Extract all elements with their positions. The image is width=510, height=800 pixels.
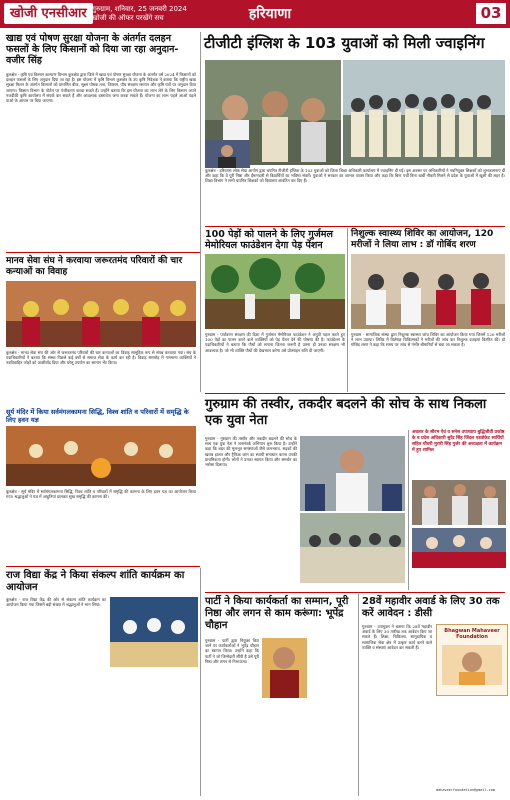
dateline-text: गुरुग्राम, शनिवार, 25 जनवरी 2024: [92, 5, 187, 13]
masthead: [0, 0, 510, 28]
body-a1: कुरुक्षेत्र - कृषि एवं किसान कल्याण विभाग कुरुक्षेत्र द्वारा जिले में खाद्य एवं पोषण सुरक्षा योजना के अंतर्गत वर्ष 2024 में किसानों को दलहन फसलों के लिए अनुदान दिया जा रहा है। इस योजना में कृषि विभाग कुरुक्षेत्र के उप कृषि निदेशक ने बताया कि राष्ट्रीय खाद्य सुरक्षा मिशन के अंतर्गत किसानों को प्रमाणित बीज, सूक्ष्म पोषक तत्व, जिप्सम, पौध संरक्षण रसायन और कृषि यंत्रों पर अनुदान दिया जाएगा। किसान विभाग के पोर्टल पर पंजीकरण करवा सकते हैं। उन्होंने बताया कि इस योजना का लाभ लेने के लिए किसान अपने नजदीकी कृषि कार्यालय में संपर्क कर सकते हैं और आवश्यक दस्तावेज जमा करवा सकते हैं। योजना का लाभ पहले आओ पहले पाओ के आधार पर दिया जाएगा।: [6, 72, 196, 104]
photo-bhupendra: [262, 638, 307, 698]
photo-wedding: [6, 281, 196, 347]
body-a7: गुरुग्राम - गुरुग्राम की तस्वीर और तकदीर बदलने की सोच के साथ एक युवा नेता ने जनसंपर्क अभियान शुरू किया है। उन्होंने कहा कि शहर की मूलभूत समस्याओं जैसे जलभराव, सड़कों की खराब हालत और ट्रैफिक जाम का स्थायी समाधान करना उनकी प्राथमिकता होगी। लोगों ने उनका स्वागत किया और समर्थन का भरोसा दिलाया।: [205, 436, 297, 468]
photo-event: [412, 528, 506, 568]
photo-leader-crowd: [300, 513, 405, 583]
headline-a3: 100 पेड़ों को पालने के लिए गुर्जमल मेमोरियल फाउंडेशन देगा पेड़ पेंशन: [205, 229, 333, 251]
body-a9-cont: [110, 670, 198, 795]
body-a11: गुरुग्राम - उपायुक्त ने बताया कि 28वें महावीर अवार्ड के लिए 30 तारीख तक आवेदन किए जा सकते हैं। शिक्षा, चिकित्सा, सामुदायिक व सामाजिक सेवा क्षेत्र में उत्कृष्ट कार्य करने वाले व्यक्ति व संस्थाएं आवेदन कर सकती हैं।: [362, 624, 432, 650]
headline-a2: टीजीटी इंग्लिश के 103 युवाओं को मिली ज्वाइनिंग: [204, 34, 485, 52]
dateline: [92, 5, 187, 23]
body-a6: कुरुक्षेत्र - सूर्य मंदिर में सर्वमंगलकामना सिद्धि, विश्व शांति व परिवारों में समृद्धि की कामना के लिए हवन यज्ञ का आयोजन किया गया। श्रद्धालुओं ने यज्ञ में आहुतियां डालकर सुख समृद्धि की कामना की।: [6, 489, 196, 500]
body-a10: गुरुग्राम - पार्टी द्वारा नियुक्त किए जाने पर कार्यकर्ताओं ने भूपेंद्र चौहान का स्वागत किया। उन्होंने कहा कि पार्टी ने जो जिम्मेदारी सौंपी है उसे पूरी निष्ठा और लगन से निभाऊंगा।: [205, 638, 259, 664]
page-number: 03: [476, 3, 506, 24]
ad-mahaveer-foundation: [436, 624, 508, 696]
photo-group-tgt: [343, 60, 505, 165]
photo-young-leader: [300, 436, 405, 511]
body-a3: गुरुग्राम - पर्यावरण संरक्षण की दिशा में गुर्जमल मेमोरियल फाउंडेशन ने अनूठी पहल करते हुए 100 पेड़ों का पालन करने वाले व्यक्तियों को पेड़ पेंशन देने की घोषणा की है। फाउंडेशन के पदाधिकारियों ने बताया कि पौधों को लगाना जितना जरूरी है उतना ही उनका संरक्षण भी आवश्यक है। जो भी व्यक्ति पौधों की देखभाल करेगा उसे प्रोत्साहन राशि दी जाएगी।: [205, 332, 345, 353]
body-a5: कुरुक्षेत्र - मानव सेवा संघ की ओर से जरूरतमंद परिवारों की चार कन्याओं का विवाह सामूहिक रूप से संपन्न करवाया गया। संघ के पदाधिकारियों ने बताया कि संस्था पिछले कई वर्षों से समाज सेवा के कार्य कर रही है। विवाह समारोह में गणमान्य व्यक्तियों ने नवविवाहित जोड़ों को आशीर्वाद दिया और घरेलू उपयोग का सामान भेंट किया।: [6, 350, 196, 366]
headline-a8: अवतार के सौरभ ऐवं व सनेस उपाध्याय बुद्धिजीवी प्रकोष्ठ के व प्रदेश अधिकारी सुरेंद्र सिंह जिंदल एडवोकेट सार्थियों सहित चौधरी मुरारी सिंह गुर्जर की अध्यक्षता में कार्यक्रम में हुए शामिल: [412, 430, 505, 453]
body-a2: कुरुक्षेत्र - हरियाणा लोक सेवा आयोग द्वारा चयनित टीजीटी इंग्लिश के 103 युवाओं को जिला शिक्षा अधिकारी कार्यालय में ज्वाइनिंग दी गई। इस अवसर पर अधिकारियों ने नवनियुक्त शिक्षकों को शुभकामनाएं दीं और कहा कि वे पूरी निष्ठा और ईमानदारी से विद्यार्थियों का भविष्य संवारें। युवाओं ने सरकार का आभार व्यक्त किया और कहा कि बिना पर्ची बिना खर्ची नौकरी मिलने से प्रदेश के युवाओं में खुशी की लहर है। शिक्षा विभाग ने सभी चयनित शिक्षकों को विद्यालय आवंटित कर दिए हैं।: [205, 168, 505, 184]
body-a4: गुरुग्राम - सामाजिक संस्था द्वारा निशुल्क स्वास्थ्य जांच शिविर का आयोजन किया गया जिसमें 120 मरीजों ने लाभ उठाया। शिविर में विशेषज्ञ चिकित्सकों ने मरीजों की जांच कर निशुल्क दवाइयां वितरित कीं। डॉ गोबिंद शरण ने कहा कि समय पर जांच से गंभीर बीमारियों से बचा जा सकता है।: [351, 332, 505, 348]
headline-a5: मानव सेवा संघ ने करवाया जरूरतमंद परिवारों की चार कन्याओं का विवाह: [6, 256, 183, 277]
photo-person-small: [205, 140, 250, 168]
headline-a4: निशुल्क स्वास्थ्य शिविर का आयोजन, 120 मरीजों ने लिया लाभ : डॉ गोबिंद शरण: [351, 229, 494, 250]
brand-logo: खोजी एनसीआर: [4, 3, 93, 24]
headline-a10: पार्टी ने किया कार्यकर्ता का सम्मान, पूरी निष्ठा और लगन से काम करूंगा: भूपेंद्र चौहान: [205, 596, 349, 631]
headline-a7: गुरुग्राम की तस्वीर, तकदीर बदलने की सोच के साथ निकला एक युवा नेता: [205, 397, 487, 428]
photo-havan: [6, 426, 196, 486]
section-title: हरियाणा: [248, 6, 292, 22]
photo-shanti: [110, 597, 198, 667]
body-a9: कुरुक्षेत्र - राज विद्या केंद्र की ओर से संकल्प शांति कार्यक्रम का आयोजन किया गया जिसमें बड़ी संख्या में श्रद्धालुओं ने भाग लिया।: [6, 597, 106, 608]
photo-health-camp: [351, 254, 505, 329]
headline-a9: राज विद्या केंद्र ने किया संकल्प शांति कार्यक्रम का आयोजन: [6, 570, 185, 593]
photo-tree-plantation: [205, 254, 345, 329]
dateline-sub: खोजी की ऑफर परखेंगे सच: [92, 14, 164, 22]
body-a10-cont: [310, 638, 355, 796]
body-a11-cont: [436, 697, 506, 787]
photo-chaudhary: [412, 480, 506, 525]
headline-a1: खाद्य एवं पोषण सुरक्षा योजना के अंतर्गत दलहन फसलों के लिए किसानों को दिया जा रहा अनुदान-वजीर सिंह: [6, 33, 179, 66]
ad-title: Bhagwan Mahaveer Foundation: [444, 628, 500, 640]
headline-a11: 28वें महावीर अवार्ड के लिए 30 तक करें आवेदन : डीसी: [362, 596, 500, 619]
headline-a6: सूर्य मंदिर में किया सर्वमंगलकामना सिद्धि, विश्व शांति व परिवारों में समृद्धि के लिए हवन यज्ञ: [6, 408, 189, 424]
ad-email: mahaveerfoundation@gmail.com: [436, 788, 496, 792]
